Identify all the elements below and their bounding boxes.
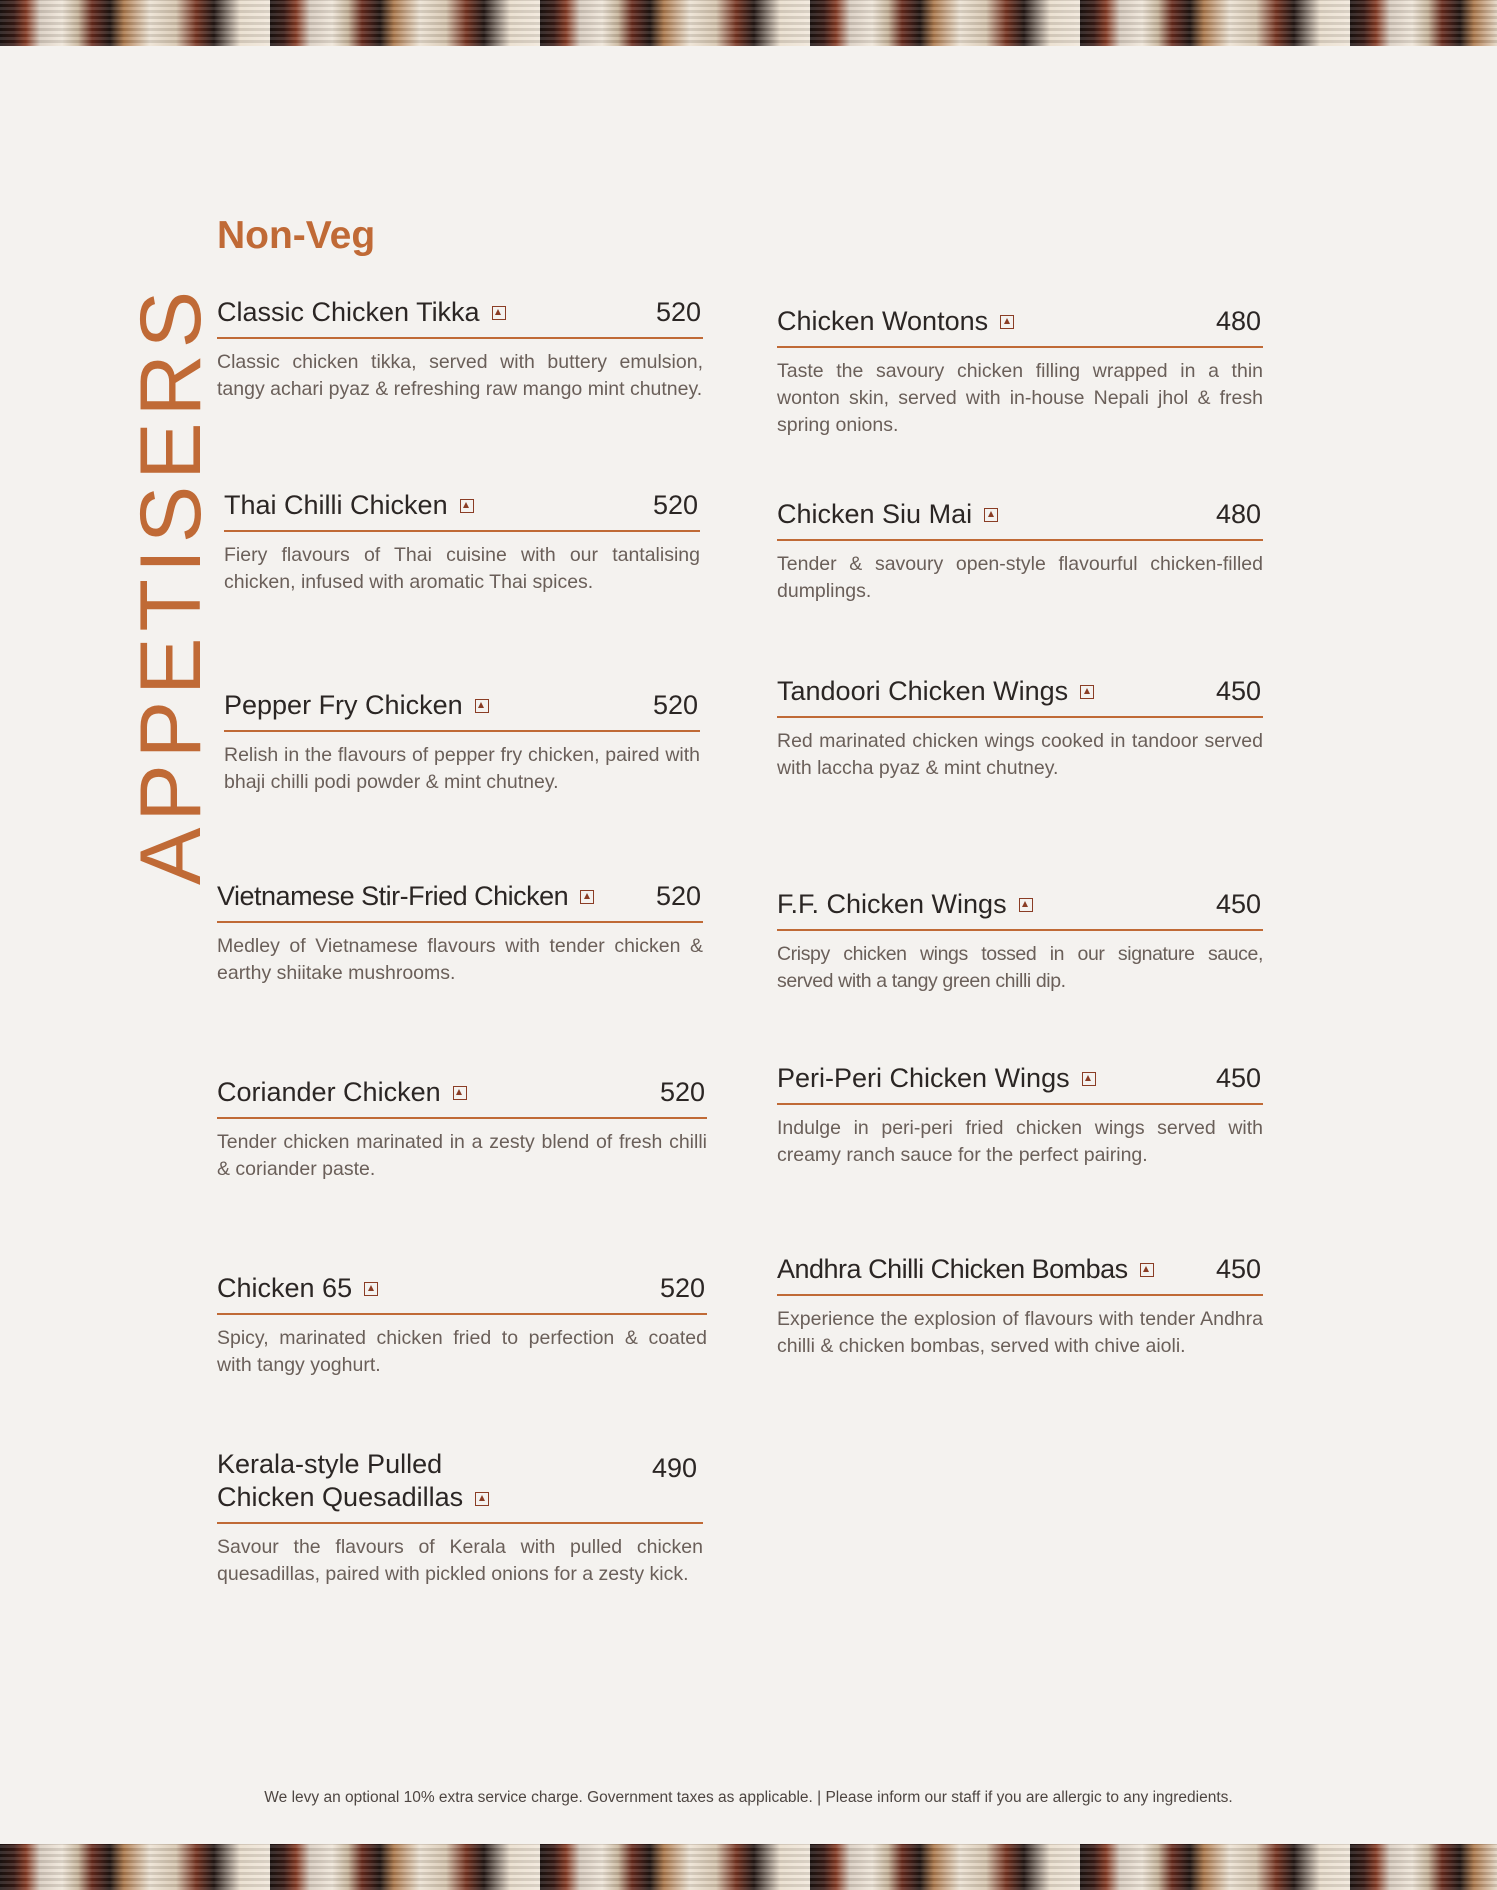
menu-item [777,888,1263,995]
non-veg-triangle-icon [475,699,489,713]
item-name: Classic Chicken Tikka [217,296,506,329]
item-description: Red marinated chicken wings cooked in tandoor served with laccha pyaz & mint chutney. [777,730,1263,779]
item-header [217,296,703,339]
non-veg-triangle-icon [1140,1263,1154,1277]
item-price: 520 [652,690,698,720]
item-header [217,1076,707,1119]
item-description: Classic chicken tikka, served with buttery emulsion, tangy achari pyaz & refreshing raw mango mint chutney. [217,351,703,400]
menu-item [217,296,703,403]
item-description: Indulge in peri-peri fried chicken wings served with creamy ranch sauce for the perfect pairing. [777,1117,1263,1166]
item-price: 490 [651,1453,697,1483]
non-veg-triangle-icon [364,1282,378,1296]
item-header [777,1062,1263,1105]
item-name: Tandoori Chicken Wings [777,675,1094,708]
non-veg-triangle-icon [1000,315,1014,329]
item-description: Tender chicken marinated in a zesty blend of fresh chilli & coriander paste. [217,1131,707,1180]
item-header [777,498,1263,541]
non-veg-triangle-icon [492,306,506,320]
menu-item [224,489,700,596]
item-price: 450 [1215,889,1261,919]
item-price: 480 [1215,499,1261,529]
item-name: Chicken Wontons [777,305,1014,338]
item-price: 520 [659,1273,705,1303]
menu-item [777,305,1263,439]
item-name: Chicken Siu Mai [777,498,998,531]
item-name: Andhra Chilli Chicken Bombas [777,1253,1154,1286]
item-description: Taste the savoury chicken filling wrapped in a thin wonton skin, served with in-house Nepali jhol & fresh spring onions. [777,360,1263,436]
item-description: Spicy, marinated chicken fried to perfection & coated with tangy yoghurt. [217,1327,707,1376]
non-veg-triangle-icon [1082,1072,1096,1086]
item-header [217,880,703,923]
menu-item [224,689,700,796]
item-price: 520 [652,490,698,520]
item-name: Coriander Chicken [217,1076,467,1109]
item-name: Kerala-style Pulled Chicken Quesadillas [217,1448,547,1514]
item-description: Tender & savoury open-style flavourful chicken-filled dumplings. [777,553,1263,602]
item-header [777,675,1263,718]
item-description: Fiery flavours of Thai cuisine with our tantalising chicken, infused with aromatic Thai spices. [224,544,700,593]
item-price: 520 [659,1077,705,1107]
item-description: Medley of Vietnamese flavours with tender chicken & earthy shiitake mushrooms. [217,935,703,984]
menu-item [777,498,1263,605]
section-title: Non-Veg [217,214,376,257]
item-description: Experience the explosion of flavours with tender Andhra chilli & chicken bombas, served with chive aioli. [777,1308,1263,1357]
item-price: 450 [1215,1063,1261,1093]
item-header [217,1272,707,1315]
item-header [217,1448,703,1524]
item-name: Pepper Fry Chicken [224,689,489,722]
non-veg-triangle-icon [1019,898,1033,912]
item-header [777,888,1263,931]
item-price: 520 [655,297,701,327]
category-title-vertical: APPETISERS [123,284,219,885]
item-price: 450 [1215,1254,1261,1284]
non-veg-triangle-icon [580,890,594,904]
non-veg-triangle-icon [1080,685,1094,699]
item-name: Chicken 65 [217,1272,378,1305]
menu-item [777,675,1263,782]
item-price: 520 [655,881,701,911]
menu-item [777,1062,1263,1169]
footer-note: We levy an optional 10% extra service charge. Government taxes as applicable. | Please inform our staff if you are allergic to any ingredients. [264,1789,1233,1806]
item-description: Savour the flavours of Kerala with pulled chicken quesadillas, paired with pickled onions for a zesty kick. [217,1536,703,1585]
item-name: F.F. Chicken Wings [777,888,1033,921]
item-price: 450 [1215,676,1261,706]
top-decorative-border [0,0,1497,46]
menu-item [217,1272,707,1379]
non-veg-triangle-icon [475,1492,489,1506]
item-price: 480 [1215,306,1261,336]
item-name: Vietnamese Stir-Fried Chicken [217,880,594,913]
item-header [224,689,700,732]
item-description: Relish in the flavours of pepper fry chicken, paired with bhaji chilli podi powder & mint chutney. [224,744,700,793]
item-header [777,305,1263,348]
menu-item [217,1448,703,1588]
non-veg-triangle-icon [984,508,998,522]
bottom-decorative-border [0,1844,1497,1890]
item-header [777,1253,1263,1296]
non-veg-triangle-icon [460,499,474,513]
menu-item [777,1253,1263,1360]
non-veg-triangle-icon [453,1086,467,1100]
item-header [224,489,700,532]
menu-item [217,1076,707,1183]
item-name: Thai Chilli Chicken [224,489,474,522]
item-description: Crispy chicken wings tossed in our signature sauce, served with a tangy green chilli dip. [777,943,1263,992]
menu-item [217,880,703,987]
item-name: Peri-Peri Chicken Wings [777,1062,1096,1095]
